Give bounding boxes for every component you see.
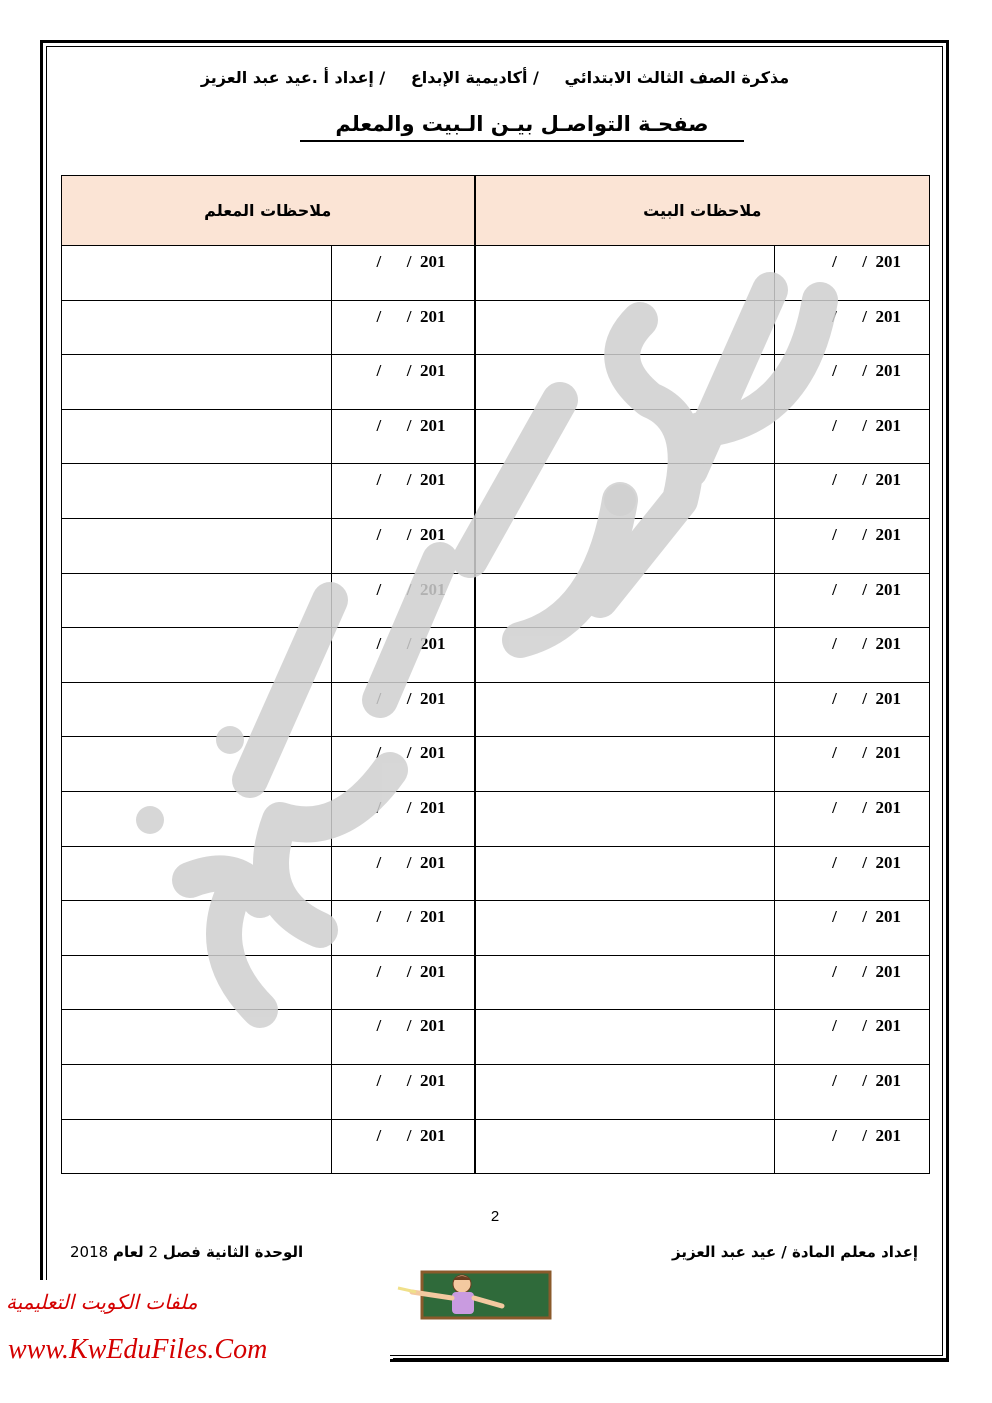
date-stub: / / 201 <box>376 415 446 435</box>
teacher-note-cell[interactable] <box>62 791 332 846</box>
table-row <box>62 518 930 573</box>
page-title: صفحـة التواصـل بيـن الـبيت والمعلم <box>300 112 744 142</box>
home-note-cell[interactable] <box>475 409 775 464</box>
home-date-cell[interactable] <box>775 737 930 792</box>
home-note-cell[interactable] <box>475 955 775 1010</box>
teacher-date-cell[interactable] <box>332 955 475 1010</box>
home-date-cell[interactable] <box>775 901 930 956</box>
table-row <box>62 682 930 737</box>
table-row <box>62 355 930 410</box>
home-note-cell[interactable] <box>475 682 775 737</box>
date-stub: / / 201 <box>832 524 902 544</box>
home-note-cell[interactable] <box>475 846 775 901</box>
brand-url[interactable]: www.KwEduFiles.Com <box>8 1334 268 1365</box>
date-stub: / / 201 <box>832 252 902 271</box>
date-stub: / / 201 <box>832 361 902 381</box>
teacher-note-cell[interactable] <box>62 955 332 1010</box>
teacher-note-cell[interactable] <box>62 682 332 737</box>
header-grade: مذكرة الصف الثالث الابتدائي <box>564 68 790 87</box>
footer-prepared-by: إعداد معلم المادة / عيد عبد العزيز <box>672 1243 918 1261</box>
home-note-cell[interactable] <box>475 246 775 301</box>
table-row <box>62 791 930 846</box>
brand-name: ملفات الكويت التعليمية <box>6 1290 198 1314</box>
teacher-date-cell[interactable] <box>332 1010 475 1065</box>
home-notes-header: ملاحظات البيت <box>475 176 930 246</box>
teacher-notes-header: ملاحظات المعلم <box>62 176 475 246</box>
home-date-cell[interactable] <box>775 409 930 464</box>
table-row <box>62 573 930 628</box>
bottom-rule <box>393 1358 949 1362</box>
date-stub: / / 201 <box>832 306 902 326</box>
date-stub: / / 201 <box>832 907 902 927</box>
home-date-cell[interactable] <box>775 300 930 355</box>
home-note-cell[interactable] <box>475 1010 775 1065</box>
teacher-note-cell[interactable] <box>62 409 332 464</box>
date-stub: / / 201 <box>376 688 446 708</box>
teacher-note-cell[interactable] <box>62 464 332 519</box>
home-date-cell[interactable] <box>775 1119 930 1174</box>
table-row <box>62 300 930 355</box>
date-stub: / / 201 <box>376 361 446 381</box>
home-date-cell[interactable] <box>775 1064 930 1119</box>
home-date-cell[interactable] <box>775 682 930 737</box>
home-date-cell[interactable] <box>775 846 930 901</box>
home-note-cell[interactable] <box>475 573 775 628</box>
date-stub: / / 201 <box>376 579 446 599</box>
table-row <box>62 464 930 519</box>
teacher-note-cell[interactable] <box>62 1064 332 1119</box>
teacher-note-cell[interactable] <box>62 246 332 301</box>
date-stub: / / 201 <box>832 852 902 872</box>
teacher-note-cell[interactable] <box>62 901 332 956</box>
teacher-date-cell[interactable] <box>332 518 475 573</box>
home-note-cell[interactable] <box>475 355 775 410</box>
date-stub: / / 201 <box>376 797 446 817</box>
header-academy: / أكاديمية الإبداع <box>410 68 539 87</box>
table-row <box>62 409 930 464</box>
teacher-illustration <box>392 1270 552 1320</box>
table-row <box>62 1010 930 1065</box>
teacher-date-cell[interactable] <box>332 355 475 410</box>
home-note-cell[interactable] <box>475 791 775 846</box>
date-stub: / / 201 <box>376 1070 446 1090</box>
teacher-date-cell[interactable] <box>332 464 475 519</box>
teacher-note-cell[interactable] <box>62 846 332 901</box>
teacher-date-cell[interactable] <box>332 573 475 628</box>
date-stub: / / 201 <box>376 1125 446 1145</box>
footer-semester: 2 <box>148 1243 159 1261</box>
date-stub: / / 201 <box>376 743 446 763</box>
table-row <box>62 846 930 901</box>
footer-year: 2018 <box>70 1243 109 1261</box>
date-stub: / / 201 <box>832 743 902 763</box>
table-row <box>62 1119 930 1174</box>
table-row <box>62 1064 930 1119</box>
teacher-date-cell[interactable] <box>332 682 475 737</box>
page-number: 2 <box>490 1208 500 1225</box>
date-stub: / / 201 <box>832 688 902 708</box>
date-stub: / / 201 <box>376 524 446 544</box>
date-stub: / / 201 <box>376 961 446 981</box>
date-stub: / / 201 <box>832 579 902 599</box>
teacher-note-cell[interactable] <box>62 300 332 355</box>
home-date-cell[interactable] <box>775 464 930 519</box>
date-stub: / / 201 <box>376 252 446 271</box>
table-row <box>62 628 930 683</box>
home-date-cell[interactable] <box>775 246 930 301</box>
home-date-cell[interactable] <box>775 628 930 683</box>
footer-unit-info <box>70 1243 303 1261</box>
home-note-cell[interactable] <box>475 737 775 792</box>
teacher-date-cell[interactable] <box>332 901 475 956</box>
footer-unit-label: الوحدة الثانية فصل <box>162 1243 304 1261</box>
date-stub: / / 201 <box>376 470 446 490</box>
date-stub: / / 201 <box>376 852 446 872</box>
home-note-cell[interactable] <box>475 518 775 573</box>
home-note-cell[interactable] <box>475 300 775 355</box>
table-row <box>62 901 930 956</box>
home-date-cell[interactable] <box>775 1010 930 1065</box>
date-stub: / / 201 <box>832 470 902 490</box>
table-row <box>62 955 930 1010</box>
teacher-date-cell[interactable] <box>332 737 475 792</box>
home-date-cell[interactable] <box>775 573 930 628</box>
home-note-cell[interactable] <box>475 1119 775 1174</box>
teacher-note-cell[interactable] <box>62 518 332 573</box>
home-note-cell[interactable] <box>475 464 775 519</box>
date-stub: / / 201 <box>832 797 902 817</box>
teacher-note-cell[interactable] <box>62 1010 332 1065</box>
teacher-date-cell[interactable] <box>332 628 475 683</box>
teacher-date-cell[interactable] <box>332 300 475 355</box>
date-stub: / / 201 <box>832 634 902 654</box>
home-note-cell[interactable] <box>475 628 775 683</box>
teacher-date-cell[interactable] <box>332 791 475 846</box>
date-stub: / / 201 <box>376 1016 446 1036</box>
date-stub: / / 201 <box>832 415 902 435</box>
home-date-cell[interactable] <box>775 355 930 410</box>
home-note-cell[interactable] <box>475 901 775 956</box>
date-stub: / / 201 <box>832 961 902 981</box>
date-stub: / / 201 <box>376 907 446 927</box>
teacher-note-cell[interactable] <box>62 628 332 683</box>
teacher-date-cell[interactable] <box>332 409 475 464</box>
teacher-date-cell[interactable] <box>332 246 475 301</box>
teacher-note-cell[interactable] <box>62 355 332 410</box>
table-row <box>62 246 930 301</box>
footer-year-label: لعام <box>112 1243 144 1261</box>
teacher-note-cell[interactable] <box>62 737 332 792</box>
teacher-note-cell[interactable] <box>62 1119 332 1174</box>
teacher-note-cell[interactable] <box>62 573 332 628</box>
date-stub: / / 201 <box>832 1016 902 1036</box>
notes-table <box>61 175 930 1174</box>
teacher-date-cell[interactable] <box>332 846 475 901</box>
header-author: / إعداد أ .عيد عبد العزيز <box>200 68 386 87</box>
date-stub: / / 201 <box>376 306 446 326</box>
home-note-cell[interactable] <box>475 1064 775 1119</box>
home-date-cell[interactable] <box>775 791 930 846</box>
teacher-date-cell[interactable] <box>332 1064 475 1119</box>
home-date-cell[interactable] <box>775 518 930 573</box>
table-row <box>62 737 930 792</box>
document-header <box>100 68 890 87</box>
date-stub: / / 201 <box>832 1125 902 1145</box>
home-date-cell[interactable] <box>775 955 930 1010</box>
date-stub: / / 201 <box>376 634 446 654</box>
date-stub: / / 201 <box>832 1070 902 1090</box>
teacher-date-cell[interactable] <box>332 1119 475 1174</box>
notes-body <box>62 246 930 1174</box>
